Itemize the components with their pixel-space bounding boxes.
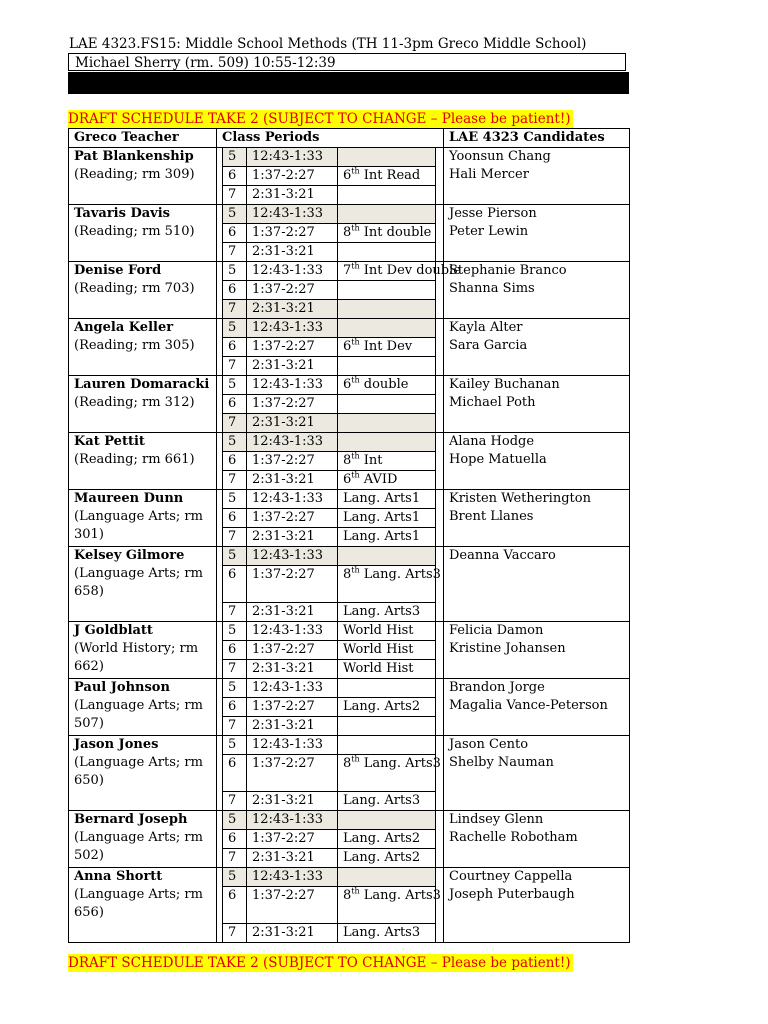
candidate-name: Shelby Nauman — [449, 755, 554, 770]
period-number: 7 — [223, 792, 247, 811]
class-name: Lang. Arts1 — [338, 509, 436, 528]
period-number: 5 — [223, 205, 247, 224]
class-name — [338, 205, 436, 224]
candidates-cell — [444, 679, 630, 736]
table-row — [69, 868, 630, 887]
teacher-room: (Language Arts; rm 656) — [74, 887, 203, 920]
period-number: 6 — [223, 224, 247, 243]
teacher-name: J Goldblatt — [74, 623, 153, 638]
period-number: 5 — [223, 868, 247, 887]
period-time: 1:37-2:27 — [247, 395, 338, 414]
period-time: 1:37-2:27 — [247, 509, 338, 528]
class-name — [338, 679, 436, 698]
period-number: 7 — [223, 300, 247, 319]
class-name — [338, 300, 436, 319]
col-header-periods: Class Periods — [217, 129, 444, 148]
draft-notice-top: DRAFT SCHEDULE TAKE 2 (SUBJECT TO CHANGE – Please be patient!) — [68, 111, 571, 127]
teacher-cell — [69, 319, 217, 376]
class-name: 8th Int double — [338, 224, 436, 243]
candidate-name: Kristine Johansen — [449, 641, 566, 656]
class-name: Lang. Arts2 — [338, 849, 436, 868]
teacher-name: Bernard Joseph — [74, 812, 188, 827]
candidate-name: Sara Garcia — [449, 338, 528, 353]
table-row — [69, 205, 630, 224]
class-name: Lang. Arts2 — [338, 830, 436, 849]
class-name: 6th double — [338, 376, 436, 395]
teacher-name: Anna Shortt — [74, 869, 163, 884]
table-row — [69, 433, 630, 452]
candidate-name: Felicia Damon — [449, 623, 544, 638]
class-name: Lang. Arts1 — [338, 528, 436, 547]
class-name — [338, 243, 436, 262]
period-time: 12:43-1:33 — [247, 622, 338, 641]
period-time: 2:31-3:21 — [247, 243, 338, 262]
teacher-name: Kat Pettit — [74, 434, 145, 449]
class-name: Lang. Arts3 — [338, 603, 436, 622]
class-name: World Hist — [338, 622, 436, 641]
period-number: 5 — [223, 736, 247, 755]
candidate-name: Jesse Pierson — [449, 206, 537, 221]
period-time: 2:31-3:21 — [247, 300, 338, 319]
class-name — [338, 148, 436, 167]
table-row — [69, 490, 630, 509]
candidates-cell — [444, 868, 630, 943]
class-name: 8th Lang. Arts3 — [338, 887, 436, 924]
schedule-table — [68, 128, 630, 943]
class-name — [338, 811, 436, 830]
period-number: 6 — [223, 566, 247, 603]
period-number: 7 — [223, 186, 247, 205]
teacher-room: (Reading; rm 305) — [74, 338, 195, 353]
period-number: 7 — [223, 660, 247, 679]
period-number: 6 — [223, 887, 247, 924]
period-number: 5 — [223, 148, 247, 167]
teacher-cell — [69, 433, 217, 490]
teacher-room: (Reading; rm 510) — [74, 224, 195, 239]
period-number: 7 — [223, 849, 247, 868]
candidates-cell — [444, 148, 630, 205]
period-time: 12:43-1:33 — [247, 433, 338, 452]
candidates-cell — [444, 319, 630, 376]
class-name: 6th Int Read — [338, 167, 436, 186]
period-time: 2:31-3:21 — [247, 471, 338, 490]
period-time: 12:43-1:33 — [247, 262, 338, 281]
period-number: 5 — [223, 262, 247, 281]
teacher-room: (Language Arts; rm 658) — [74, 566, 203, 599]
instructor-line: Michael Sherry (rm. 509) 10:55-12:39 — [68, 53, 626, 71]
period-time: 12:43-1:33 — [247, 736, 338, 755]
period-time: 2:31-3:21 — [247, 186, 338, 205]
period-time: 12:43-1:33 — [247, 811, 338, 830]
period-time: 1:37-2:27 — [247, 698, 338, 717]
period-time: 1:37-2:27 — [247, 887, 338, 924]
period-number: 6 — [223, 698, 247, 717]
period-time: 2:31-3:21 — [247, 414, 338, 433]
teacher-name: Tavaris Davis — [74, 206, 170, 221]
teacher-name: Jason Jones — [74, 737, 159, 752]
period-number: 7 — [223, 414, 247, 433]
class-name: Lang. Arts1 — [338, 490, 436, 509]
teacher-room: (Language Arts; rm 507) — [74, 698, 203, 731]
candidate-name: Lindsey Glenn — [449, 812, 544, 827]
period-time: 1:37-2:27 — [247, 755, 338, 792]
table-row — [69, 547, 630, 566]
schedule-body — [69, 148, 630, 943]
teacher-room: (World History; rm 662) — [74, 641, 199, 674]
class-name — [338, 414, 436, 433]
period-number: 5 — [223, 376, 247, 395]
teacher-room: (Language Arts; rm 650) — [74, 755, 203, 788]
period-number: 6 — [223, 509, 247, 528]
period-number: 6 — [223, 281, 247, 300]
teacher-name: Lauren Domaracki — [74, 377, 210, 392]
period-number: 5 — [223, 433, 247, 452]
period-time: 12:43-1:33 — [247, 868, 338, 887]
class-name: World Hist — [338, 641, 436, 660]
candidate-name: Stephanie Branco — [449, 263, 567, 278]
period-time: 1:37-2:27 — [247, 830, 338, 849]
col-header-candidates: LAE 4323 Candidates — [444, 129, 630, 148]
teacher-name: Maureen Dunn — [74, 491, 184, 506]
spacer-cell — [436, 433, 444, 490]
candidate-name: Courtney Cappella — [449, 869, 573, 884]
period-number: 7 — [223, 717, 247, 736]
table-row — [69, 679, 630, 698]
candidates-cell — [444, 622, 630, 679]
candidate-name: Kristen Wetherington — [449, 491, 591, 506]
teacher-room: (Language Arts; rm 502) — [74, 830, 203, 863]
spacer-cell — [436, 547, 444, 622]
class-name: Lang. Arts3 — [338, 792, 436, 811]
period-number: 7 — [223, 471, 247, 490]
table-row — [69, 811, 630, 830]
period-number: 7 — [223, 924, 247, 943]
period-number: 7 — [223, 603, 247, 622]
teacher-cell — [69, 811, 217, 868]
teacher-name: Denise Ford — [74, 263, 162, 278]
candidate-name: Michael Poth — [449, 395, 536, 410]
class-name — [338, 319, 436, 338]
class-name — [338, 547, 436, 566]
class-name — [338, 281, 436, 300]
period-time: 2:31-3:21 — [247, 849, 338, 868]
teacher-name: Paul Johnson — [74, 680, 170, 695]
teacher-cell — [69, 376, 217, 433]
table-row — [69, 319, 630, 338]
col-header-teacher: Greco Teacher — [69, 129, 217, 148]
table-row — [69, 262, 630, 281]
spacer-cell — [436, 490, 444, 547]
period-time: 12:43-1:33 — [247, 319, 338, 338]
teacher-cell — [69, 205, 217, 262]
period-number: 7 — [223, 357, 247, 376]
teacher-cell — [69, 262, 217, 319]
period-number: 5 — [223, 547, 247, 566]
class-name — [338, 736, 436, 755]
period-number: 6 — [223, 338, 247, 357]
class-name: Lang. Arts2 — [338, 698, 436, 717]
period-time: 12:43-1:33 — [247, 490, 338, 509]
black-bar — [68, 72, 629, 94]
period-time: 12:43-1:33 — [247, 679, 338, 698]
draft-notice-bottom: DRAFT SCHEDULE TAKE 2 (SUBJECT TO CHANGE – Please be patient!) — [68, 955, 571, 971]
class-name — [338, 395, 436, 414]
teacher-cell — [69, 148, 217, 205]
spacer-cell — [436, 376, 444, 433]
period-number: 5 — [223, 319, 247, 338]
teacher-name: Pat Blankenship — [74, 149, 194, 164]
teacher-name: Angela Keller — [74, 320, 174, 335]
candidates-cell — [444, 811, 630, 868]
period-time: 12:43-1:33 — [247, 547, 338, 566]
period-number: 5 — [223, 622, 247, 641]
period-number: 6 — [223, 452, 247, 471]
candidates-cell — [444, 433, 630, 490]
teacher-cell — [69, 736, 217, 811]
spacer-cell — [436, 736, 444, 811]
period-time: 2:31-3:21 — [247, 792, 338, 811]
class-name: 6th AVID — [338, 471, 436, 490]
candidate-name: Rachelle Robotham — [449, 830, 578, 845]
candidate-name: Shanna Sims — [449, 281, 535, 296]
spacer-cell — [436, 868, 444, 943]
period-time: 12:43-1:33 — [247, 205, 338, 224]
candidate-name: Hali Mercer — [449, 167, 529, 182]
candidates-cell — [444, 490, 630, 547]
period-number: 5 — [223, 811, 247, 830]
candidate-name: Yoonsun Chang — [449, 149, 551, 164]
table-row — [69, 376, 630, 395]
period-time: 12:43-1:33 — [247, 376, 338, 395]
class-name — [338, 186, 436, 205]
table-row — [69, 736, 630, 755]
candidates-cell — [444, 205, 630, 262]
candidate-name: Joseph Puterbaugh — [449, 887, 575, 902]
candidates-cell — [444, 262, 630, 319]
candidate-name: Peter Lewin — [449, 224, 529, 239]
table-row — [69, 148, 630, 167]
candidate-name: Deanna Vaccaro — [449, 548, 556, 563]
class-name — [338, 433, 436, 452]
spacer-cell — [436, 148, 444, 205]
class-name — [338, 357, 436, 376]
candidate-name: Alana Hodge — [449, 434, 535, 449]
candidate-name: Kayla Alter — [449, 320, 523, 335]
candidate-name: Brandon Jorge — [449, 680, 545, 695]
period-number: 7 — [223, 243, 247, 262]
class-name — [338, 868, 436, 887]
period-number: 6 — [223, 830, 247, 849]
candidate-name: Brent Llanes — [449, 509, 534, 524]
candidates-cell — [444, 547, 630, 622]
spacer-cell — [436, 319, 444, 376]
table-row — [69, 622, 630, 641]
spacer-cell — [436, 679, 444, 736]
teacher-cell — [69, 547, 217, 622]
candidate-name: Kailey Buchanan — [449, 377, 560, 392]
period-time: 2:31-3:21 — [247, 717, 338, 736]
table-header-row — [69, 129, 630, 148]
period-time: 1:37-2:27 — [247, 281, 338, 300]
teacher-room: (Reading; rm 312) — [74, 395, 195, 410]
period-time: 1:37-2:27 — [247, 566, 338, 603]
period-number: 6 — [223, 641, 247, 660]
class-name: World Hist — [338, 660, 436, 679]
period-time: 2:31-3:21 — [247, 357, 338, 376]
period-number: 6 — [223, 167, 247, 186]
period-number: 7 — [223, 528, 247, 547]
spacer-cell — [436, 622, 444, 679]
class-name: Lang. Arts3 — [338, 924, 436, 943]
candidate-name: Magalia Vance-Peterson — [449, 698, 608, 713]
period-time: 1:37-2:27 — [247, 641, 338, 660]
class-name: 8th Lang. Arts3 — [338, 755, 436, 792]
candidates-cell — [444, 736, 630, 811]
teacher-name: Kelsey Gilmore — [74, 548, 185, 563]
period-time: 2:31-3:21 — [247, 924, 338, 943]
period-time: 2:31-3:21 — [247, 528, 338, 547]
period-time: 2:31-3:21 — [247, 603, 338, 622]
teacher-cell — [69, 868, 217, 943]
teacher-cell — [69, 679, 217, 736]
candidate-name: Jason Cento — [449, 737, 529, 752]
teacher-room: (Reading; rm 661) — [74, 452, 195, 467]
teacher-room: (Reading; rm 703) — [74, 281, 195, 296]
period-number: 5 — [223, 679, 247, 698]
class-name — [338, 717, 436, 736]
period-time: 1:37-2:27 — [247, 452, 338, 471]
class-name: 7th Int Dev double — [338, 262, 436, 281]
period-number: 5 — [223, 490, 247, 509]
class-name: 6th Int Dev — [338, 338, 436, 357]
class-name: 8th Int — [338, 452, 436, 471]
candidate-name: Hope Matuella — [449, 452, 547, 467]
course-title: LAE 4323.FS15: Middle School Methods (TH 11-3pm Greco Middle School) — [69, 36, 587, 52]
candidates-cell — [444, 376, 630, 433]
teacher-room: (Reading; rm 309) — [74, 167, 195, 182]
period-time: 12:43-1:33 — [247, 148, 338, 167]
teacher-cell — [69, 490, 217, 547]
period-time: 1:37-2:27 — [247, 167, 338, 186]
spacer-cell — [436, 205, 444, 262]
spacer-cell — [436, 811, 444, 868]
class-name: 8th Lang. Arts3 — [338, 566, 436, 603]
period-number: 6 — [223, 395, 247, 414]
teacher-room: (Language Arts; rm 301) — [74, 509, 203, 542]
period-number: 6 — [223, 755, 247, 792]
teacher-cell — [69, 622, 217, 679]
period-time: 1:37-2:27 — [247, 224, 338, 243]
period-time: 2:31-3:21 — [247, 660, 338, 679]
period-time: 1:37-2:27 — [247, 338, 338, 357]
